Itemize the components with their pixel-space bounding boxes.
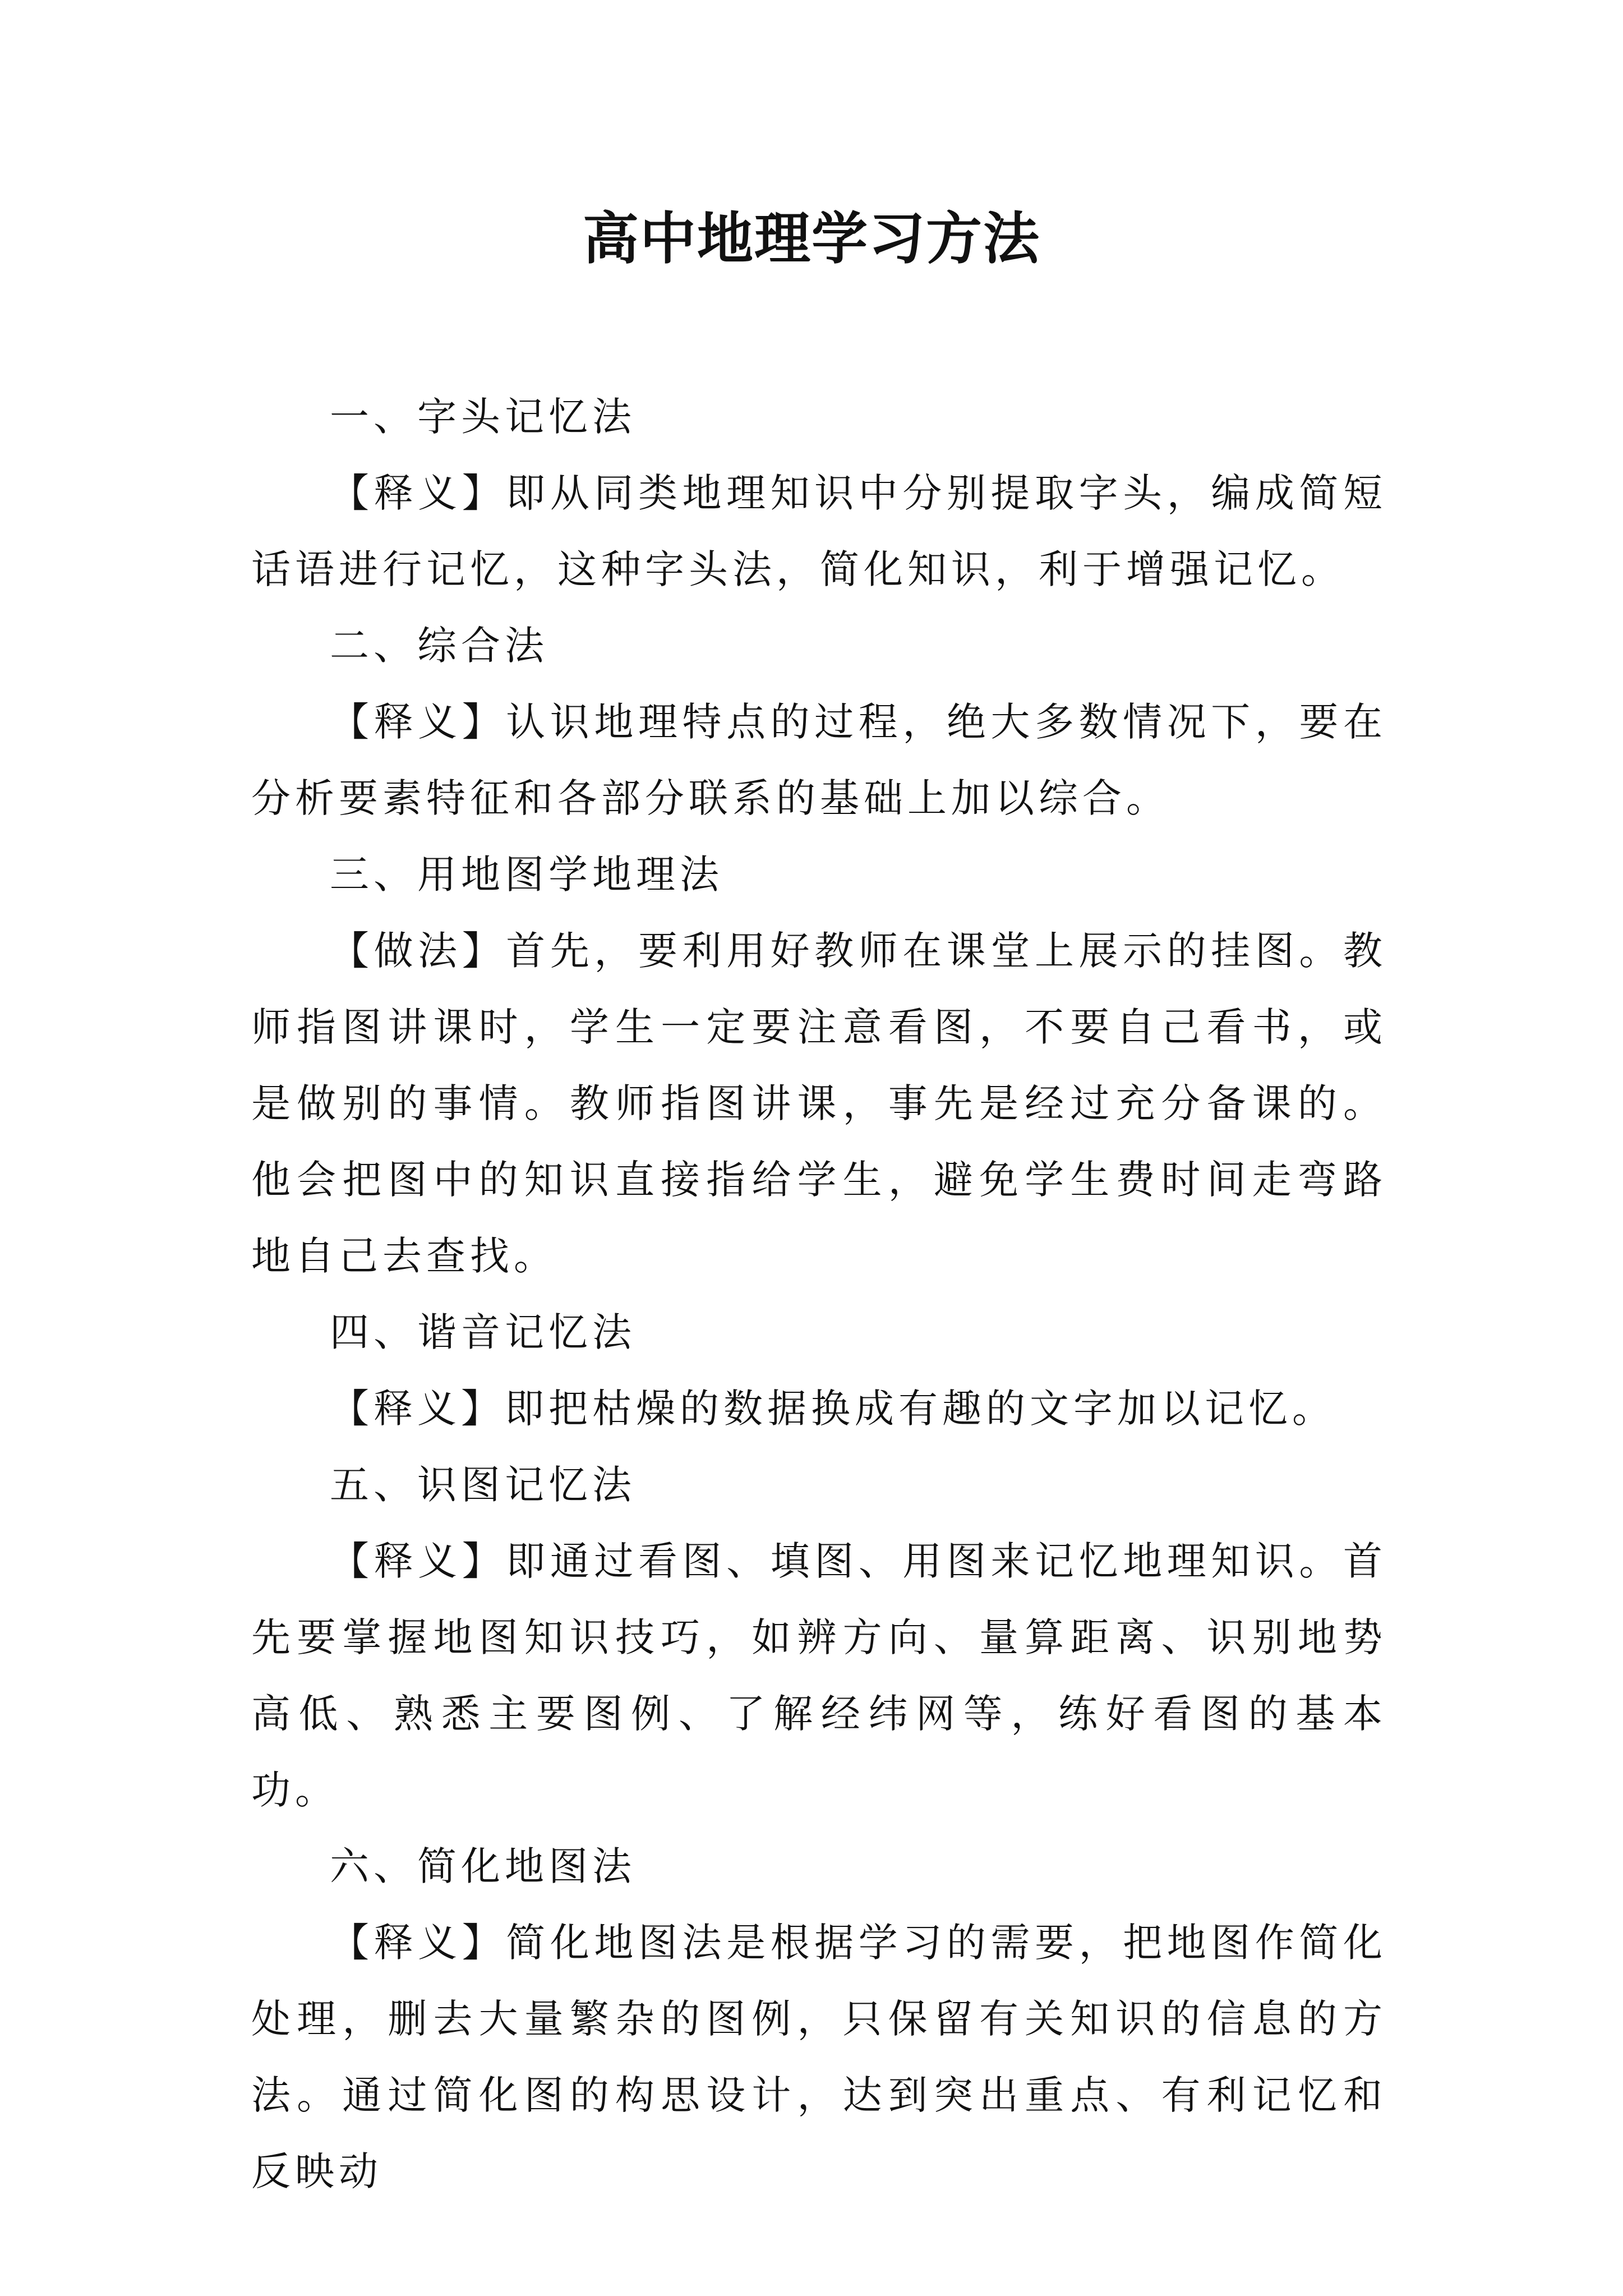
section-heading-acronym-memory: 一、字头记忆法 <box>330 394 636 440</box>
section-heading-simplified-map: 六、简化地图法 <box>330 1843 636 1889</box>
section-body-map-learning: 【做法】首先，要利用好教师在课堂上展示的挂图。教师指图讲课时，学生一定要注意看图，不要自己看书，或是做别的事情。教师指图讲课，事先是经过充分备课的。他会把图中的知识直接指给学生，避免学生费时间走弯路地自己去查找。 <box>251 928 1387 1279</box>
section-body-acronym-memory: 【释义】即从同类地理知识中分别提取字头，编成简短话语进行记忆，这种字头法，简化知识，利于增强记忆。 <box>251 470 1387 592</box>
section-body-synthesis: 【释义】认识地理特点的过程，绝大多数情况下，要在分析要素特征和各部分联系的基础上加以综合。 <box>251 699 1387 821</box>
section-heading-map-reading-memory: 五、识图记忆法 <box>330 1462 636 1508</box>
document-body <box>251 379 1387 2210</box>
page-title: 高中地理学习方法 <box>583 205 1040 272</box>
section-heading-synthesis: 二、综合法 <box>330 623 548 669</box>
section-heading-map-learning: 三、用地图学地理法 <box>330 852 723 898</box>
section-body-simplified-map: 【释义】简化地图法是根据学习的需要，把地图作简化处理，删去大量繁杂的图例，只保留有关知识的信息的方法。通过简化图的构思设计，达到突出重点、有利记忆和反映动 <box>251 1920 1387 2194</box>
section-body-homophone-memory: 【释义】即把枯燥的数据换成有趣的文字加以记忆。 <box>330 1386 1336 1432</box>
section-body-map-reading-memory: 【释义】即通过看图、填图、用图来记忆地理知识。首先要掌握地图知识技巧，如辨方向、量算距离、识别地势高低、熟悉主要图例、了解经纬网等，练好看图的基本功。 <box>251 1538 1387 1813</box>
section-heading-homophone-memory: 四、谐音记忆法 <box>330 1309 636 1355</box>
